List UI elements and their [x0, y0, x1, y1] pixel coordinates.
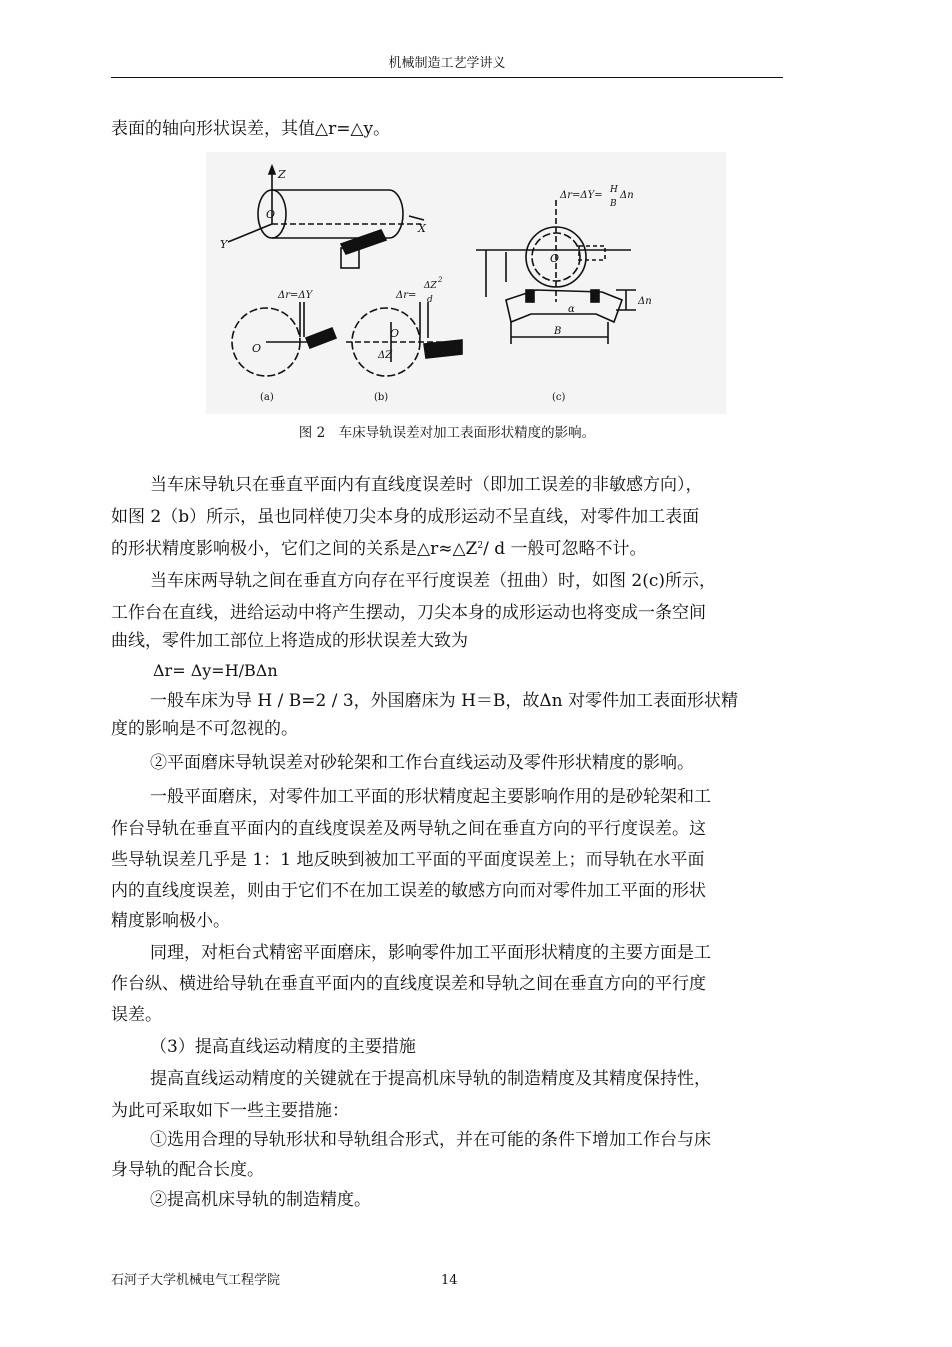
label-sub-b: (b): [374, 392, 389, 403]
header-title: 机械制造工艺学讲义: [388, 56, 506, 71]
footer-page-number: 14: [441, 1273, 458, 1288]
p3-line-2: 度的影响是不可忽视的。: [111, 719, 298, 739]
footer-institution: 石河子大学机械电气工程学院: [111, 1273, 281, 1288]
label-y: Y: [220, 238, 228, 251]
tool-b: [424, 340, 462, 358]
label-b-eq-left: Δr=: [396, 290, 417, 301]
formula: Δr= Δy=H/BΔn: [153, 661, 278, 680]
p2-line-1: 当车床两导轨之间在垂直方向存在平行度误差（扭曲）时，如图 2(c)所示，: [150, 571, 717, 591]
lathe-guide-error-figure: [206, 152, 726, 414]
p8-line-1: 提高直线运动精度的关键就在于提高机床导轨的制造精度及其精度保持性，: [150, 1069, 711, 1089]
label-o-c: O: [550, 252, 560, 265]
p1-line-3: [111, 538, 647, 560]
label-a-eq: Δr=ΔY: [278, 290, 313, 301]
label-sub-c: (c): [552, 392, 566, 403]
label-c-eq-den: B: [610, 199, 617, 209]
label-c-dn: Δn: [638, 296, 652, 307]
p5-line-1: 一般平面磨床，对零件加工平面的形状精度起主要影响作用的是砂轮架和工: [150, 787, 711, 807]
p9-line-2: 身导轨的配合长度。: [111, 1160, 264, 1180]
p9-line-1: ①选用合理的导轨形状和导轨组合形式，并在可能的条件下增加工作台与床: [150, 1130, 711, 1150]
p6-line-1: 同理，对柜台式精密平面磨床，影响零件加工平面形状精度的主要方面是工: [150, 943, 711, 963]
p5-line-3: 些导轨误差几乎是 1：1 地反映到被加工平面的平面度误差上；而导轨在水平面: [111, 850, 705, 870]
saddle-right-guide: [591, 290, 599, 302]
label-b-dz: ΔZ: [378, 350, 393, 361]
label-o-b: O: [390, 327, 400, 340]
p1-line-3-b: / d 一般可忽略不计。: [483, 539, 647, 559]
label-c-eq-left: Δr=ΔY=: [560, 190, 603, 201]
p6-line-2: 作台纵、横进给导轨在垂直平面内的直线度误差和导轨之间在垂直方向的平行度: [111, 974, 706, 994]
label-o-top: O: [266, 208, 276, 221]
p4-line: ②平面磨床导轨误差对砂轮架和工作台直线运动及零件形状精度的影响。: [150, 753, 694, 773]
label-c-alpha: α: [568, 304, 575, 315]
p5-line-4: 内的直线度误差，则由于它们不在加工误差的敏感方向而对零件加工平面的形状: [111, 881, 706, 901]
saddle-left-guide: [526, 290, 534, 302]
p10-line: ②提高机床导轨的制造精度。: [150, 1190, 371, 1210]
figure-background: [206, 152, 726, 414]
p8-line-2: 为此可采取如下一些主要措施：: [111, 1101, 349, 1121]
body-line: 表面的轴向形状误差，其值△r=△y。: [111, 119, 391, 139]
p6-line-3: 误差。: [111, 1005, 162, 1025]
p5-line-2: 作台导轨在垂直平面内的直线度误差及两导轨之间在垂直方向的平行度误差。这: [111, 819, 706, 839]
p5-line-5: 精度影响极小。: [111, 911, 230, 931]
label-b-eq-num: ΔZ: [424, 281, 437, 291]
p1-line-3-a: 的形状精度影响极小，它们之间的关系是△r≈△Z: [111, 539, 478, 559]
header-rule: [111, 77, 783, 78]
figure-caption: 图 2 车床导轨误差对加工表面形状精度的影响。: [298, 425, 596, 441]
p7-line: （3）提高直线运动精度的主要措施: [150, 1037, 416, 1057]
label-b-eq-den: d: [427, 295, 433, 305]
p2-line-3: 曲线，零件加工部位上将造成的形状误差大致为: [111, 631, 468, 651]
p1-line-2: 如图 2（b）所示，虽也同样使刀尖本身的成形运动不呈直线，对零件加工表面: [111, 507, 700, 527]
label-b-eq-sup: 2: [438, 276, 443, 284]
label-c-eq-right: Δn: [620, 190, 634, 201]
label-c-b: B: [554, 326, 562, 337]
label-z: Z: [278, 168, 286, 181]
label-x: X: [418, 222, 426, 235]
label-o-a: O: [252, 342, 262, 355]
p1-line-1: 当车床导轨只在垂直平面内有直线度误差时（即加工误差的非敏感方向），: [150, 475, 703, 495]
p1-line-3-sup: 2: [477, 541, 484, 551]
p2-line-2: 工作台在直线，进给运动中将产生摆动，刀尖本身的成形运动也将变成一条空间: [111, 603, 706, 623]
p3-line-1: 一般车床为导 H / B=2 / 3，外国磨床为 H＝B，故Δn 对零件加工表面形状精: [150, 691, 739, 711]
label-sub-a: (a): [260, 392, 274, 403]
label-c-eq-num: H: [610, 185, 618, 195]
